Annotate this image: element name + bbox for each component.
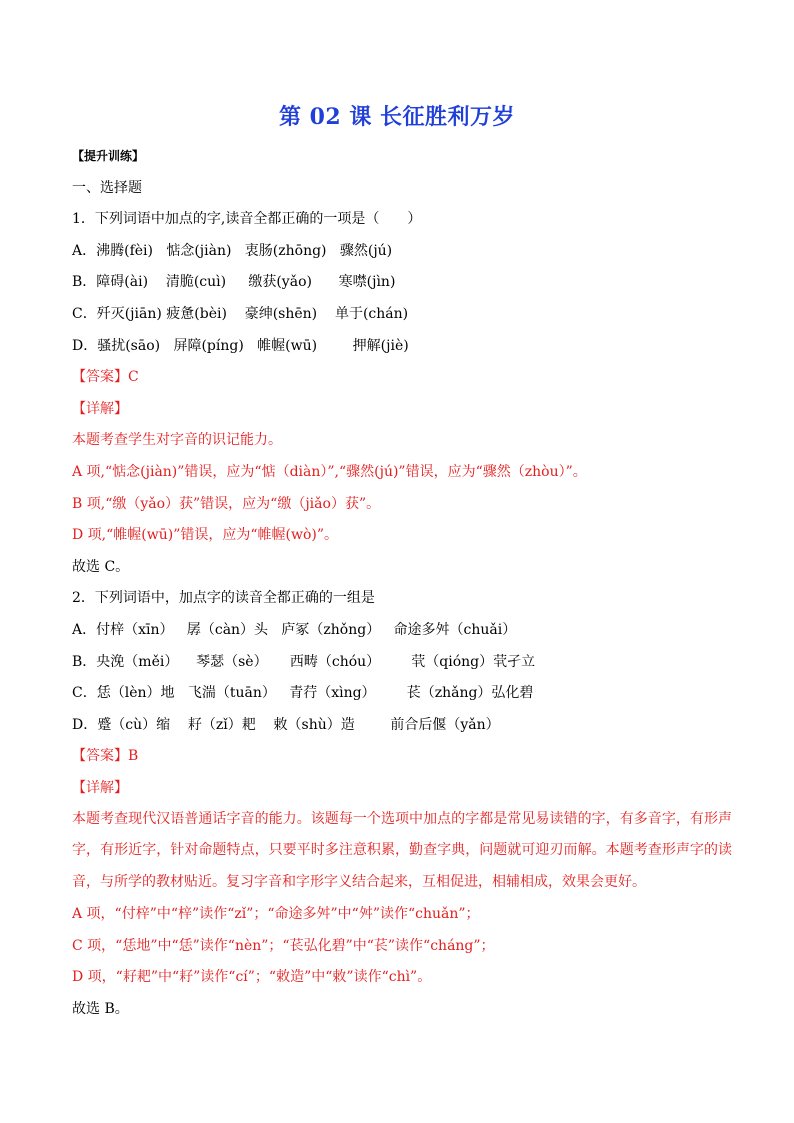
question-2-detail-label: 【详解】: [72, 779, 128, 796]
question-2-detail-line: C 项，“恁地”中“恁”读作“nèn”；“苌弘化碧”中“苌”读作“cháng”；: [72, 937, 495, 954]
document-body: [72, 146, 732, 1031]
question-2-option-b: B．央浼（měi） 琴瑟（sè） 西畴（chóu） 茕（qióng）茕孑立: [72, 653, 536, 670]
question-1-option-d: D．骚扰(sāo) 屏障(píng) 帷幄(wū) 押解(jiè): [72, 337, 409, 354]
section-tag: 【提升训练】: [72, 149, 145, 163]
question-2-answer: 【答案】B: [72, 748, 139, 765]
question-2-detail-line: A 项，“付梓”中“梓”读作“zǐ”；“命途多舛”中“舛”读作“chuǎn”；: [72, 906, 480, 923]
question-1-stem: 1．下列词语中加点的字,读音全都正确的一项是（ ）: [72, 211, 422, 228]
question-2-option-a: A．付梓（xīn） 孱（càn）头 庐冢（zhǒng） 命途多舛（chuǎi）: [72, 621, 517, 638]
question-2-detail-paragraph: 本题考查现代汉语普通话字音的能力。该题每一个选项中加点的字都是常见易读错的字，有多音字，有形声字，有形近字，针对命题特点，只要平时多注意积累，勤查字典，问题就可迎刃而解。本题考查形声字的读音，与所学的教材贴近。复习字音和字形字义结合起来，互相促进，相辅相成，效果会更好。: [72, 810, 732, 890]
question-1-option-c: C．歼灭(jiān) 疲惫(bèi) 豪绅(shēn) 单于(chán): [72, 305, 409, 322]
question-1-option-a: A．沸腾(fèi) 惦念(jiàn) 衷肠(zhōng) 骤然(jú): [72, 242, 393, 259]
question-2-stem: 2．下列词语中，加点字的读音全都正确的一组是: [72, 590, 375, 607]
question-2-detail-line: D 项，“耔耙”中“耔”读作“cí”；“敕造”中“敕”读作“chì”。: [72, 969, 432, 986]
question-1-detail-line: B 项,“缴（yǎo）获”错误，应为“缴（jiǎo）获”。: [72, 495, 381, 512]
question-2-option-d: D．蹙（cù）缩 耔（zǐ）耙 敕（shù）造 前合后偃（yǎn）: [72, 716, 500, 733]
page-title: 第 02 课 长征胜利万岁: [278, 104, 516, 130]
section-heading: 一、选择题: [72, 179, 142, 196]
question-1-conclusion: 故选 C。: [72, 558, 130, 575]
question-2-conclusion: 故选 B。: [72, 1001, 129, 1018]
question-1: [72, 209, 732, 577]
question-1-answer: 【答案】C: [72, 369, 139, 386]
question-1-detail-label: 【详解】: [72, 400, 128, 417]
question-2-option-c: C．恁（lèn）地 飞湍（tuān） 青荇（xìng） 苌（zhǎng）弘化碧: [72, 685, 534, 702]
question-1-detail-line: 本题考查学生对字音的识记能力。: [72, 432, 282, 449]
question-1-detail-line: D 项,“帷幄(wū)”错误，应为“帷幄(wò)”。: [72, 527, 339, 544]
question-1-option-b: B．障碍(ài) 清脆(cuì) 缴获(yǎo) 寒噤(jìn): [72, 274, 396, 291]
question-2: [72, 588, 732, 1019]
question-1-detail-line: A 项,“惦念(jiàn)”错误，应为“惦（diàn）”,“骤然(jú)”错误，应为“骤然（zhòu）”。: [72, 463, 587, 480]
